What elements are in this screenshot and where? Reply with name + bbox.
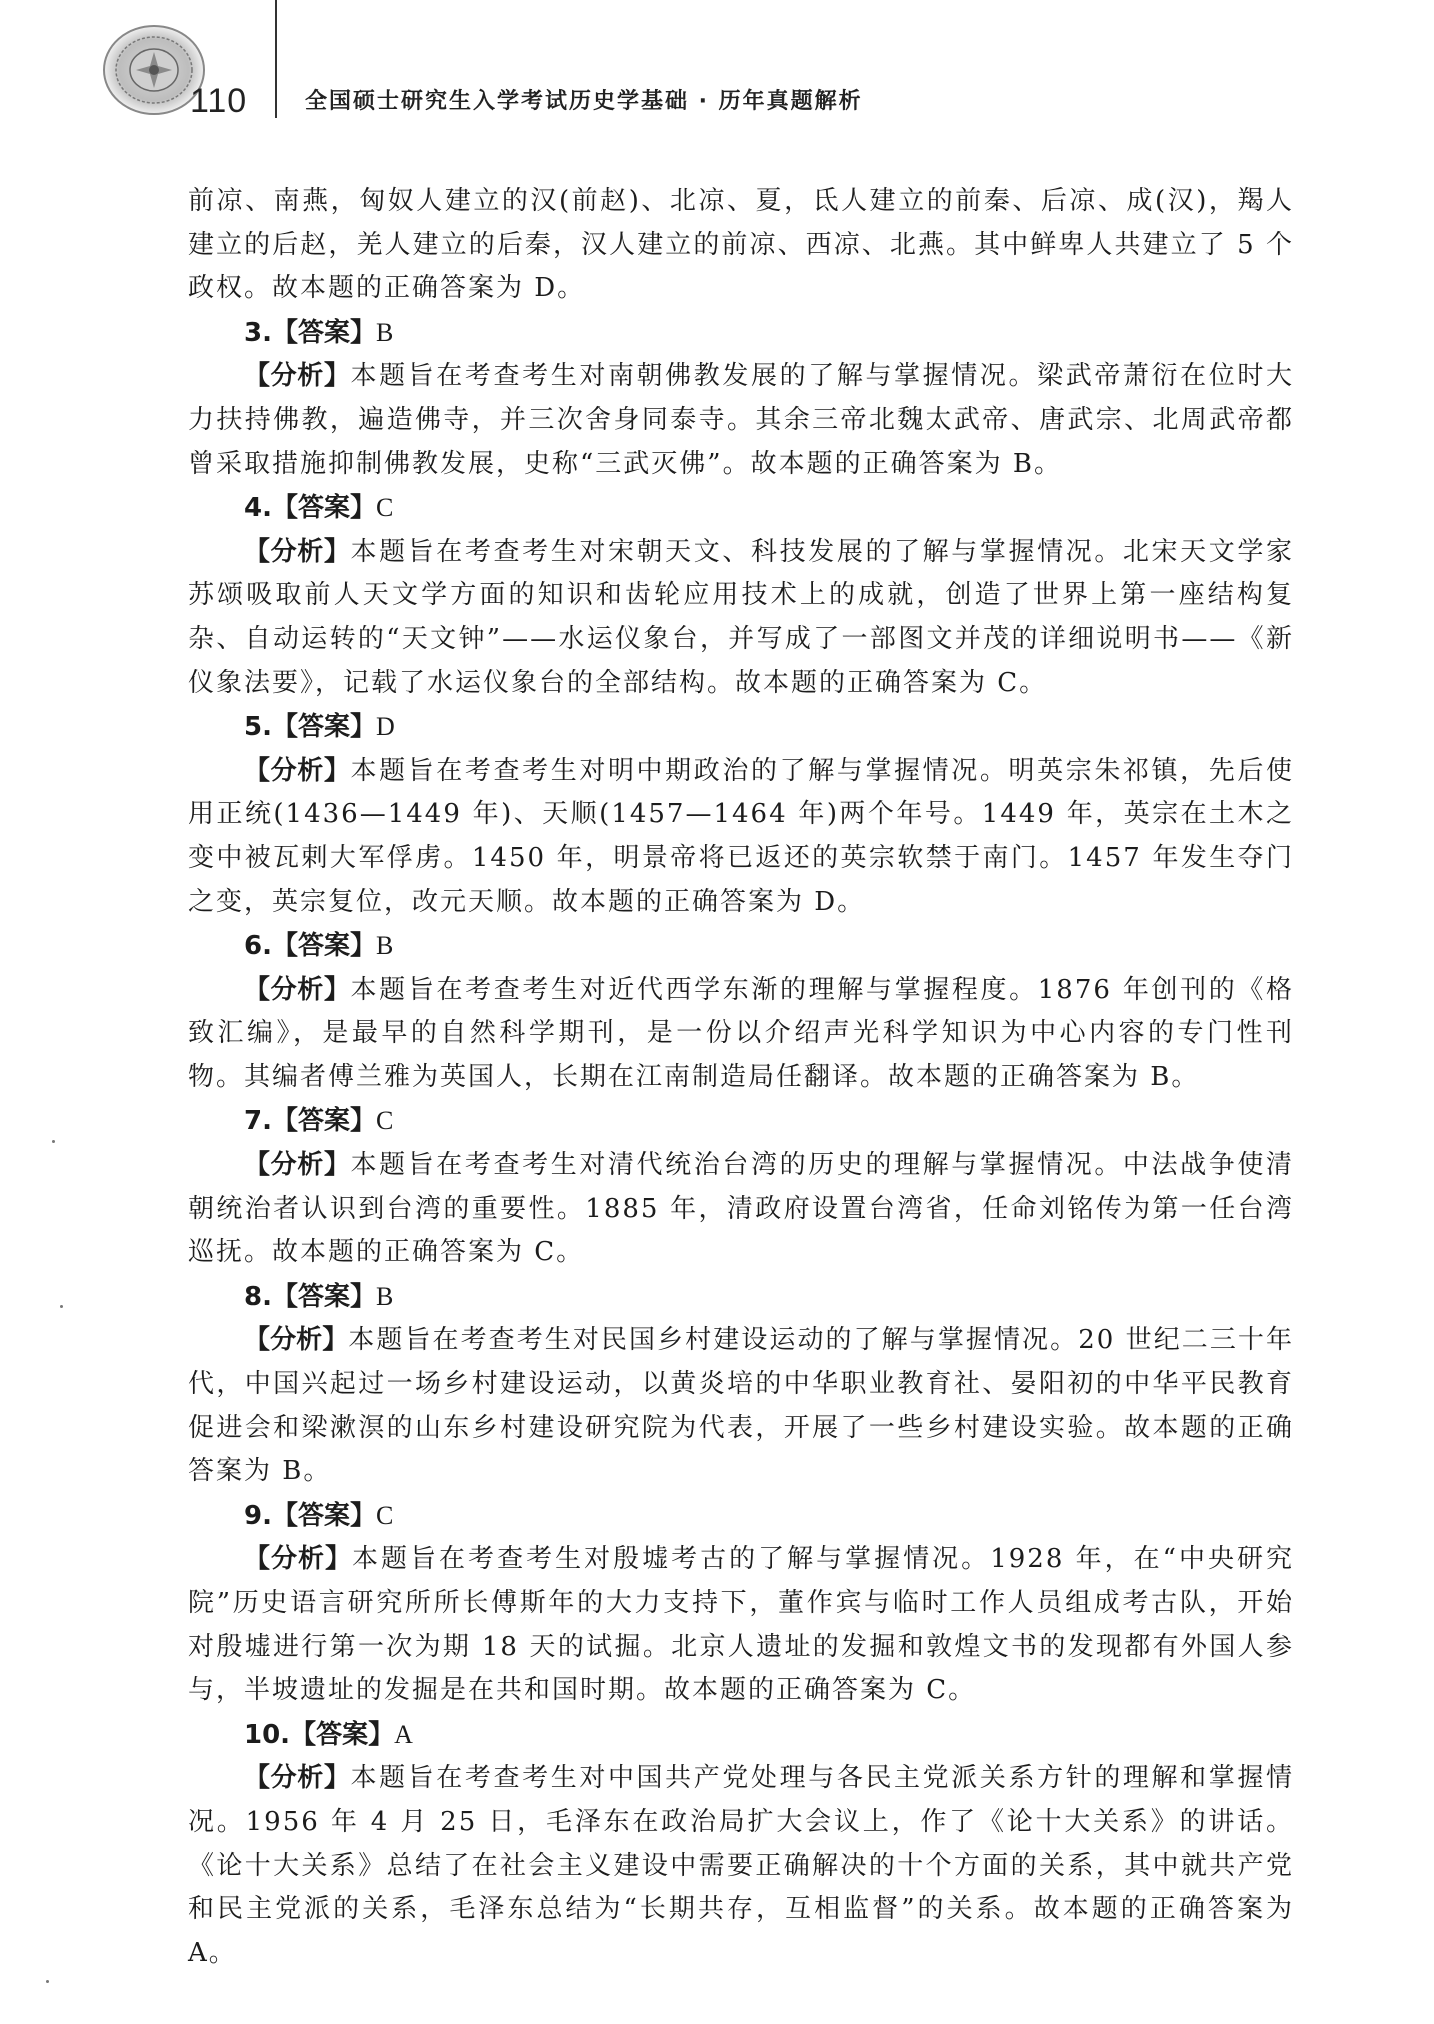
analysis-paragraph bbox=[188, 1319, 1294, 1493]
header-divider bbox=[275, 0, 277, 118]
page-body bbox=[188, 180, 1294, 1975]
answer-line bbox=[188, 311, 1294, 356]
analysis-label: 【分析】 bbox=[244, 1150, 351, 1181]
question-number: 5. bbox=[244, 712, 272, 743]
analysis-paragraph bbox=[188, 1757, 1294, 1975]
answer-letter: B bbox=[375, 1281, 394, 1311]
question-number: 7. bbox=[244, 1106, 272, 1137]
running-title: 全国硕士研究生入学考试历史学基础 · 历年真题解析 bbox=[305, 89, 863, 114]
question-number: 10. bbox=[244, 1719, 291, 1750]
analysis-paragraph bbox=[188, 531, 1294, 705]
analysis-text: 本题旨在考查考生对清代统治台湾的历史的理解与掌握情况。中法战争使清朝统治者认识到台湾的重要性。1885 年，清政府设置台湾省，任命刘铭传为第一任台湾巡抚。故本题的正确答案为 C。 bbox=[188, 1150, 1294, 1268]
answer-line bbox=[188, 705, 1294, 750]
answer-letter: C bbox=[375, 1500, 394, 1530]
answer-line bbox=[188, 1713, 1294, 1758]
intro-paragraph: 前凉、南燕，匈奴人建立的汉(前赵)、北凉、夏，氐人建立的前秦、后凉、成(汉)，羯人建立的后赵，羌人建立的后秦，汉人建立的前凉、西凉、北燕。其中鲜卑人共建立了 5 个政权。故本题的正确答案为 D。 bbox=[188, 186, 1294, 304]
answer-label: 【答案】 bbox=[271, 1106, 376, 1137]
answer-letter: C bbox=[375, 1106, 394, 1136]
answer-line bbox=[188, 486, 1294, 531]
scan-speck bbox=[52, 1140, 55, 1143]
analysis-text: 本题旨在考查考生对明中期政治的了解与掌握情况。明英宗朱祁镇，先后使用正统(1436—1449 年)、天顺(1457—1464 年)两个年号。1449 年，英宗在土木之变中被瓦剌大军俘虏。1450 年，明景帝将已返还的英宗软禁于南门。1457 年发生夺门之变，英宗复位，改元天顺。故本题的正确答案为 D。 bbox=[188, 755, 1294, 917]
analysis-label: 【分析】 bbox=[244, 1325, 349, 1356]
page-number: 110 bbox=[190, 82, 248, 120]
answer-line bbox=[188, 1494, 1294, 1539]
analysis-label: 【分析】 bbox=[244, 1763, 351, 1794]
analysis-label: 【分析】 bbox=[244, 1544, 353, 1575]
answer-label: 【答案】 bbox=[271, 1500, 376, 1531]
analysis-paragraph bbox=[188, 1538, 1294, 1712]
answer-label: 【答案】 bbox=[271, 1281, 376, 1312]
analysis-text: 本题旨在考查考生对民国乡村建设运动的了解与掌握情况。20 世纪二三十年代，中国兴起过一场乡村建设运动，以黄炎培的中华职业教育社、晏阳初的中华平民教育促进会和梁漱溟的山东乡村建设研究院为代表，开展了一些乡村建设实验。故本题的正确答案为 B。 bbox=[188, 1325, 1294, 1487]
analysis-label: 【分析】 bbox=[244, 974, 351, 1005]
answer-label: 【答案】 bbox=[271, 493, 376, 524]
question-number: 3. bbox=[244, 317, 272, 348]
answer-line bbox=[188, 1275, 1294, 1320]
analysis-text: 本题旨在考查考生对近代西学东渐的理解与掌握程度。1876 年创刊的《格致汇编》，是最早的自然科学期刊，是一份以介绍声光科学知识为中心内容的专门性刊物。其编者傅兰雅为英国人，长期在江南制造局任翻译。故本题的正确答案为 B。 bbox=[188, 974, 1294, 1092]
analysis-paragraph bbox=[188, 750, 1294, 924]
analysis-paragraph bbox=[188, 355, 1294, 486]
analysis-paragraph bbox=[188, 969, 1294, 1100]
analysis-text: 本题旨在考查考生对宋朝天文、科技发展的了解与掌握情况。北宋天文学家苏颂吸取前人天文学方面的知识和齿轮应用技术上的成就，创造了世界上第一座结构复杂、自动运转的“天文钟”——水运仪象台，并写成了一部图文并茂的详细说明书——《新仪象法要》，记载了水运仪象台的全部结构。故本题的正确答案为 C。 bbox=[188, 536, 1294, 698]
analysis-label: 【分析】 bbox=[244, 361, 351, 392]
answer-line bbox=[188, 924, 1294, 969]
answer-letter: A bbox=[394, 1719, 413, 1749]
question-number: 6. bbox=[244, 931, 272, 962]
answer-label: 【答案】 bbox=[271, 931, 376, 962]
answer-line bbox=[188, 1099, 1294, 1144]
answer-letter: D bbox=[375, 712, 395, 742]
question-number: 9. bbox=[244, 1500, 272, 1531]
analysis-label: 【分析】 bbox=[244, 536, 351, 567]
question-number: 4. bbox=[244, 493, 272, 524]
answer-label: 【答案】 bbox=[271, 317, 376, 348]
scan-speck bbox=[46, 1980, 49, 1983]
question-number: 8. bbox=[244, 1281, 272, 1312]
analysis-label: 【分析】 bbox=[244, 755, 351, 786]
analysis-text: 本题旨在考查考生对南朝佛教发展的了解与掌握情况。梁武帝萧衍在位时大力扶持佛教，遍造佛寺，并三次舍身同泰寺。其余三帝北魏太武帝、唐武宗、北周武帝都曾采取措施抑制佛教发展，史称“三武灭佛”。故本题的正确答案为 B。 bbox=[188, 361, 1294, 479]
answer-letter: B bbox=[375, 317, 394, 347]
answer-label: 【答案】 bbox=[290, 1719, 395, 1750]
analysis-text: 本题旨在考查考生对殷墟考古的了解与掌握情况。1928 年，在“中央研究院”历史语言研究所所长傅斯年的大力支持下，董作宾与临时工作人员组成考古队，开始对殷墟进行第一次为期 18 天的试掘。北京人遗址的发掘和敦煌文书的发现都有外国人参与，半坡遗址的发掘是在共和国时期。故本题的正确答案为 C。 bbox=[188, 1544, 1294, 1706]
analysis-text: 本题旨在考查考生对中国共产党处理与各民主党派关系方针的理解和掌握情况。1956 年 4 月 25 日，毛泽东在政治局扩大会议上，作了《论十大关系》的讲话。《论十大关系》总结了在社会主义建设中需要正确解决的十个方面的关系，其中就共产党和民主党派的关系，毛泽东总结为“长期共存，互相监督”的关系。故本题的正确答案为 A。 bbox=[188, 1763, 1294, 1968]
answer-label: 【答案】 bbox=[271, 712, 376, 743]
analysis-paragraph bbox=[188, 1144, 1294, 1275]
page-header bbox=[0, 0, 1434, 125]
answer-letter: C bbox=[375, 493, 394, 523]
answer-letter: B bbox=[375, 931, 394, 961]
scan-speck bbox=[60, 1305, 63, 1308]
